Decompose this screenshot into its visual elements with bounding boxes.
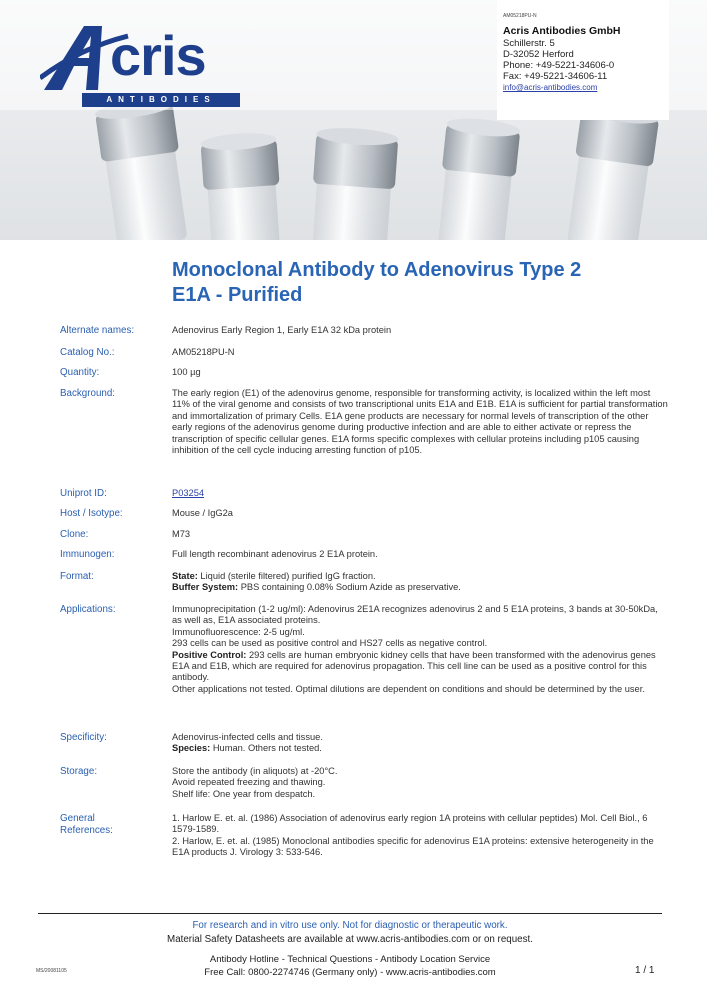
references-label-2: References: — [60, 825, 113, 836]
uniprot-link[interactable]: P03254 — [172, 488, 205, 498]
footer-code: MS/20081105 — [36, 968, 67, 974]
format-state: State: Liquid (sterile filtered) purified IgG fraction. — [172, 571, 376, 581]
field-value: Adenovirus Early Region 1, Early E1A 32 kDa protein — [172, 325, 392, 335]
references-label-1: General — [60, 813, 95, 824]
footer-msds: Material Safety Datasheets are available at www.acris-antibodies.com or on request. — [167, 934, 533, 945]
page-title — [172, 258, 652, 308]
vial — [94, 96, 191, 240]
applications-if: Immunofluorescence: 2-5 ug/ml. — [172, 626, 305, 637]
field-value: The early region (E1) of the adenovirus genome, responsible for transforming activity, is localized within the left most 11% of the viral genome and consists of two transcriptional units E1A and E1B. E1A is sufficient for partial transformation and immortalization of primary Cells. E1A gene products are necessary for normal levels of transcription of the other early regions of the adenovirus genome during productive infection and are able to either activate or repress the transcription of specific cellular genes. E1A forms specific complexes with cellular proteins including p105 causing inhibition of the cell cycle inducing arresting function of p105. — [172, 388, 668, 456]
field-label: Format: — [60, 571, 94, 582]
title-line-1: Monoclonal Antibody to Adenovirus Type 2 — [172, 259, 582, 281]
applications-ip: Immunoprecipitation (1-2 ug/ml): Adenovirus 2E1A recognizes adenovirus 2 and 5 E1A proteins, 3 bands at 30-50kDa, as well as, E1A associated proteins. — [172, 604, 658, 626]
applications-controls: 293 cells can be used as positive control and HS27 cells as negative control. — [172, 638, 488, 649]
footer-hotline: Antibody Hotline - Technical Questions - Antibody Location Service — [209, 954, 491, 965]
applications-positive-control: Positive Control: 293 cells are human embryonic kidney cells that have been transformed with the adenovirus genes E1A and E1B, which are required for adenovirus propagation. This cell line can be used as a positive control for this antibody. — [172, 649, 656, 683]
vial — [433, 116, 521, 240]
address-city: D-32052 Herford — [503, 49, 574, 60]
footer-divider — [38, 913, 662, 914]
specificity-species: Species: Human. Others not tested. — [172, 743, 322, 754]
email-link[interactable]: info@acris-antibodies.com — [503, 83, 598, 92]
reference-1: 1. Harlow E. et. al. (1986) Association of adenovirus early region 1A proteins with cellular peptides) Mol. Cell Biol., 6 1579-1589. — [172, 813, 648, 835]
field-label: Storage: — [60, 766, 98, 777]
logo-subtext: ANTIBODIES — [82, 93, 240, 107]
specificity-text: Adenovirus-infected cells and tissue. — [172, 732, 323, 742]
field-value: M73 — [172, 529, 191, 539]
field-label: Background: — [60, 388, 116, 399]
field-label: Applications: — [60, 604, 116, 615]
applications-other: Other applications not tested. Optimal dilutions are dependent on conditions and should be determined by the user. — [172, 683, 645, 694]
field-value: 100 µg — [172, 367, 201, 377]
field-value: Mouse / IgG2a — [172, 508, 233, 518]
storage-temp: Store the antibody (in aliquots) at -20°C. — [172, 766, 338, 776]
company-address — [497, 0, 669, 120]
field-label: Catalog No.: — [60, 347, 115, 358]
address-phone: Phone: +49-5221-34606-0 — [503, 60, 615, 71]
title-line-2: E1A - Purified — [172, 284, 303, 306]
storage-freeze: Avoid repeated freezing and thawing. — [172, 777, 326, 788]
acris-logo — [40, 18, 240, 114]
field-value: Full length recombinant adenovirus 2 E1A protein. — [172, 549, 378, 559]
vial — [308, 126, 398, 240]
footer-freecall: Free Call: 0800-2274746 (Germany only) - www.acris-antibodies.com — [204, 967, 496, 978]
footer-notice: For research and in vitro use only. Not for diagnostic or therapeutic work. — [192, 920, 508, 931]
page-number: 1 / 1 — [635, 965, 655, 976]
address-street: Schillerstr. 5 — [503, 38, 555, 49]
vial — [200, 131, 284, 240]
field-label: Uniprot ID: — [60, 488, 107, 499]
vial — [562, 101, 661, 240]
field-label: Alternate names: — [60, 325, 135, 336]
field-label: Immunogen: — [60, 549, 115, 560]
field-label: Quantity: — [60, 367, 100, 378]
reference-2: 2. Harlow, E. et. al. (1985) Monoclonal antibodies specific for adenovirus E1A proteins: extensive heterogeneity in the E1A products J. Virology 3: 533-546. — [172, 835, 654, 858]
header-banner — [0, 0, 707, 240]
document-code: AM05218PU-N — [503, 13, 537, 19]
field-label: Host / Isotype: — [60, 508, 123, 519]
company-name: Acris Antibodies GmbH — [503, 25, 621, 37]
format-buffer: Buffer System: PBS containing 0.08% Sodium Azide as preservative. — [172, 582, 461, 593]
field-label: Specificity: — [60, 732, 107, 743]
field-label: Clone: — [60, 529, 89, 540]
logo-wordmark: cris — [110, 24, 206, 87]
storage-shelf-life: Shelf life: One year from despatch. — [172, 788, 316, 799]
field-value: AM05218PU-N — [172, 347, 235, 357]
address-fax: Fax: +49-5221-34606-11 — [503, 71, 608, 82]
